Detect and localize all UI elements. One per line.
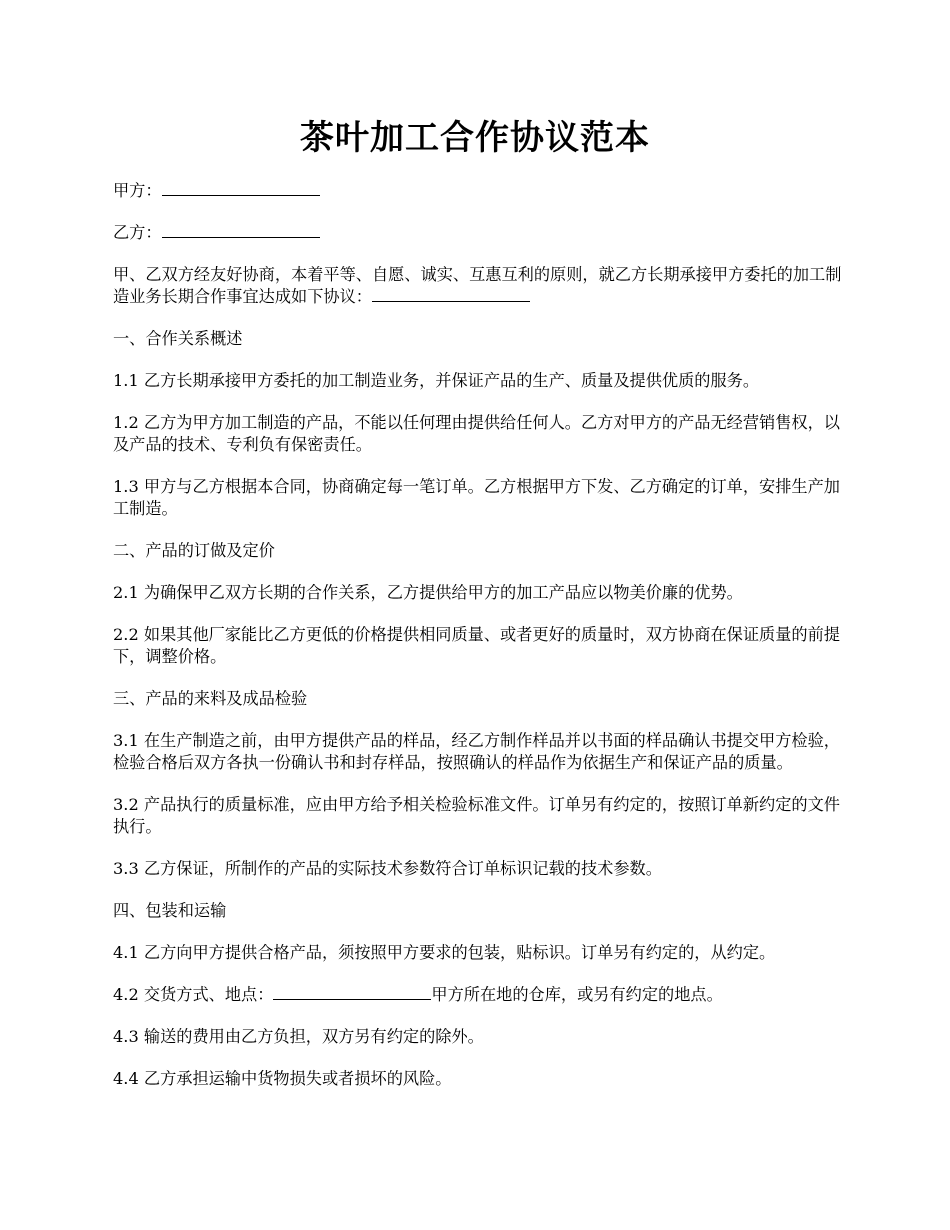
clause-1-1: 1.1 乙方长期承接甲方委托的加工制造业务，并保证产品的生产、质量及提供优质的服务。 bbox=[113, 371, 760, 390]
party-a-blank bbox=[162, 180, 320, 196]
section-3-heading: 三、产品的来料及成品检验 bbox=[113, 689, 308, 708]
party-b-line bbox=[113, 222, 843, 244]
section-1-heading: 一、合作关系概述 bbox=[113, 329, 243, 348]
clause-4-3: 4.3 输送的费用由乙方负担，双方另有约定的除外。 bbox=[113, 1027, 484, 1046]
clause-1-2: 1.2 乙方为甲方加工制造的产品，不能以任何理由提供给任何人。乙方对甲方的产品无经营销售权，以及产品的技术、专利负有保密责任。 bbox=[113, 413, 840, 454]
clause-3-1: 3.1 在生产制造之前，由甲方提供产品的样品，经乙方制作样品并以书面的样品确认书提交甲方检验，检验合格后双方各执一份确认书和封存样品，按照确认的样品作为依据生产和保证产品的质量。 bbox=[113, 731, 840, 772]
intro-paragraph bbox=[113, 264, 843, 308]
clause-4-2-suffix: 甲方所在地的仓库，或另有约定的地点。 bbox=[431, 985, 723, 1004]
clause-2-2: 2.2 如果其他厂家能比乙方更低的价格提供相同质量、或者更好的质量时，双方协商在保证质量的前提下，调整价格。 bbox=[113, 625, 840, 666]
clause-2-1: 2.1 为确保甲乙双方长期的合作关系，乙方提供给甲方的加工产品应以物美价廉的优势。 bbox=[113, 583, 743, 602]
delivery-location-blank bbox=[273, 984, 431, 1000]
clause-4-2-prefix: 4.2 交货方式、地点： bbox=[113, 985, 274, 1004]
clause-4-1: 4.1 乙方向甲方提供合格产品，须按照甲方要求的包装，贴标识。订单另有约定的，从约定。 bbox=[113, 943, 776, 962]
document-title: 茶叶加工合作协议范本 bbox=[300, 118, 650, 158]
party-a-label: 甲方： bbox=[113, 181, 162, 200]
party-a-line bbox=[113, 180, 843, 202]
party-b-label: 乙方： bbox=[113, 223, 162, 242]
clause-4-2 bbox=[113, 984, 843, 1006]
clause-1-3: 1.3 甲方与乙方根据本合同，协商确定每一笔订单。乙方根据甲方下发、乙方确定的订单，安排生产加工制造。 bbox=[113, 477, 840, 518]
clause-3-2: 3.2 产品执行的质量标准，应由甲方给予相关检验标准文件。订单另有约定的，按照订单新约定的文件执行。 bbox=[113, 795, 840, 836]
clause-3-3: 3.3 乙方保证，所制作的产品的实际技术参数符合订单标识记载的技术参数。 bbox=[113, 859, 662, 878]
party-b-blank bbox=[162, 222, 320, 238]
document-body bbox=[113, 180, 843, 1110]
clause-4-4: 4.4 乙方承担运输中货物损失或者损坏的风险。 bbox=[113, 1069, 452, 1088]
section-4-heading: 四、包装和运输 bbox=[113, 901, 227, 920]
intro-blank bbox=[372, 286, 530, 302]
section-2-heading: 二、产品的订做及定价 bbox=[113, 541, 275, 560]
intro-text: 甲、乙双方经友好协商，本着平等、自愿、诚实、互惠互利的原则，就乙方长期承接甲方委托的加工制造业务长期合作事宜达成如下协议： bbox=[113, 265, 842, 306]
